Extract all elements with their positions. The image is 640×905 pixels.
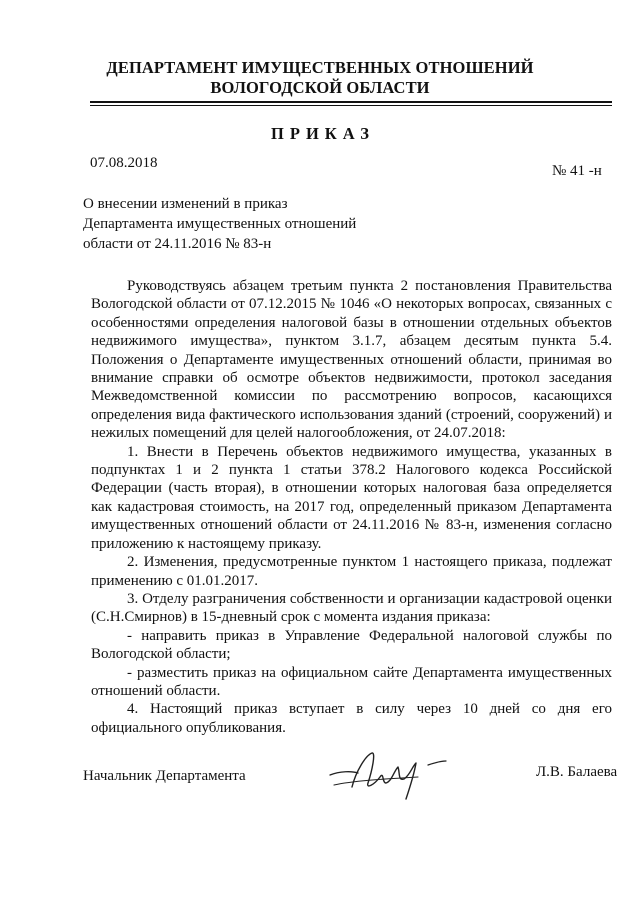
clause-paragraph: 3. Отделу разграничения собственности и организации кадастровой оценки (С.Н.Смирнов) в 15-дневный срок с момента издания приказа: <box>91 590 612 626</box>
header-rule-thin <box>90 105 612 106</box>
clause-paragraph: - разместить приказ на официальном сайте Департамента имущественных отношений области. <box>91 664 612 699</box>
order-number: № 41 -н <box>552 163 602 179</box>
subject-line: области от 24.11.2016 № 83-н <box>83 236 272 252</box>
order-subject <box>83 194 356 254</box>
header-line-2: ВОЛОГОДСКОЙ ОБЛАСТИ <box>210 78 430 97</box>
clause-paragraph: - направить приказ в Управление Федеральной налоговой службы по Вологодской области; <box>91 627 612 663</box>
signatory-name: Л.В. Балаева <box>536 764 618 780</box>
preamble-paragraph: Руководствуясь абзацем третьим пункта 2 постановления Правительства Вологодской области от 07.12.2015 № 1046 «О некоторых вопросах, связанных с особенностями определения налоговой базы в отношении отдельных объектов недвижимого имущества», пунктом 3.1.7, абзацем десятым пункта 5.4. Положения о Департаменте имущественных отношений области, принимая во внимание справки об осмотре объектов недвижимости, протокол заседания Межведомственной комиссии по рассмотрению вопросов, касающихся определения вида фактического использования зданий (строений, сооружений) и нежилых помещений для целей налогообложения, от 24.07.2018: <box>91 278 612 442</box>
clause-paragraph: 4. Настоящий приказ вступает в силу через 10 дней со дня его официального опубликования. <box>91 701 612 736</box>
document-title: ПРИКАЗ <box>271 124 375 143</box>
subject-line: О внесении изменений в приказ <box>83 196 288 212</box>
order-date: 07.08.2018 <box>90 155 158 171</box>
header-line-1: ДЕПАРТАМЕНТ ИМУЩЕСТВЕННЫХ ОТНОШЕНИЙ <box>106 58 534 77</box>
order-body <box>91 277 612 737</box>
clause-paragraph: 1. Внести в Перечень объектов недвижимого имущества, указанных в подпунктах 1 и 2 пункта 1 статьи 378.2 Налогового кодекса Российской Федерации (часть вторая), в отношении которых налоговая база определяется как кадастровая стоимость, на 2017 год, определенный приказом Департамента имущественных отношений области от 24.11.2016 № 83-н, изменения согласно приложению к настоящему приказу. <box>91 443 612 552</box>
header-rule-thick <box>90 101 612 103</box>
handwritten-signature <box>322 741 452 801</box>
document-header <box>0 58 640 98</box>
signatory-role: Начальник Департамента <box>83 768 246 784</box>
clause-paragraph: 2. Изменения, предусмотренные пунктом 1 настоящего приказа, подлежат применению с 01.01.2017. <box>91 554 612 589</box>
subject-line: Департамента имущественных отношений <box>83 216 357 232</box>
